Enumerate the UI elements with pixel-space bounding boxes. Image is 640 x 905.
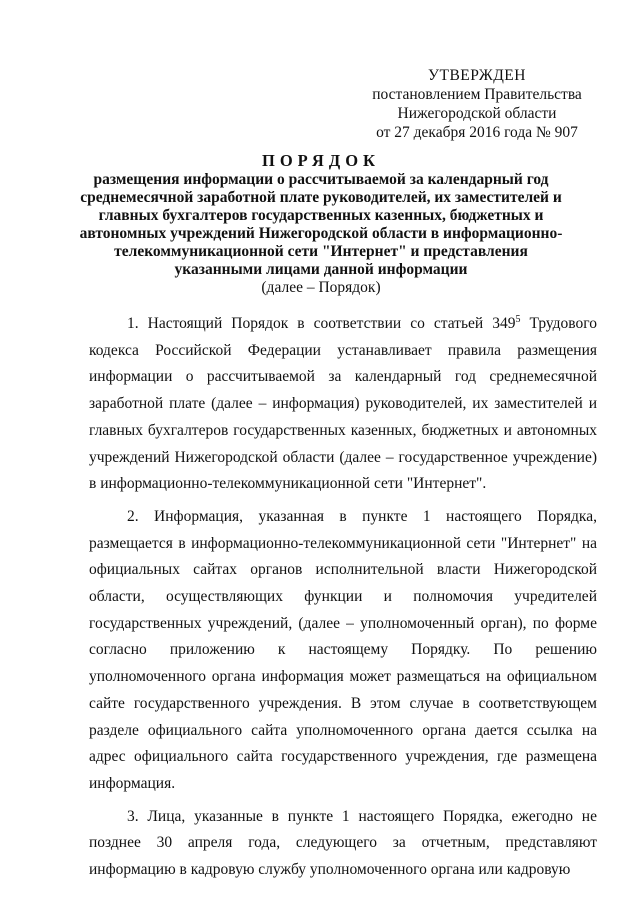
- paragraph-2: 2. Информация, указанная в пункте 1 настоящего Порядка, размещается в информационно-телекоммуникационной сети "Интернет" на официальных сайтах органов исполнительной власти Нижегородской области, осуществляющих функции и полномочия учредителей государственных учреждений, (далее – уполномоченный орган), по форме согласно приложению к настоящему Порядку. По решению уполномоченного органа информация может размещаться на официальном сайте государственного учреждения. В этом случае в соответствующем разделе официального сайта уполномоченного органа дается ссылка на адрес официального сайта государственного учреждения, где размещена информация.: [89, 507, 597, 792]
- approval-line-1: постановлением Правительства: [372, 86, 582, 103]
- approval-heading: УТВЕРЖДЕН: [428, 67, 526, 84]
- paragraph-1: [89, 311, 597, 498]
- paragraph-3: 3. Лица, указанные в пункте 1 настоящего Порядка, ежегодно не позднее 30 апреля года, следующего за отчетным, представляют информацию в кадровую службу уполномоченного органа или кадровую: [89, 807, 597, 879]
- document-subtitle: размещения информации о рассчитываемой за календарный год среднемесячной заработной плате руководителей, их заместителей и главных бухгалтеров государственных казенных, бюджетных и автономных учреждений Нижегородской области в информационно-телекоммуникационной сети "Интернет" и представления указанными лицами данной информации: [79, 171, 563, 278]
- paragraph-1-text-start: 1. Настоящий Порядок в соответствии со статьей 349: [127, 315, 516, 332]
- document-short-ref: (далее – Порядок): [261, 279, 381, 296]
- approval-line-2: Нижегородской области: [397, 105, 557, 122]
- document-title-block: [78, 152, 564, 297]
- approval-line-3: от 27 декабря 2016 года № 907: [376, 124, 578, 141]
- document-title: ПОРЯДОК: [262, 151, 380, 170]
- paragraph-1-text-end: Трудового кодекса Российской Федерации устанавливает правила размещения информации о рассчитываемой за календарный год среднемесячной заработной плате (далее – информация) руководителей, их заместителей и главных бухгалтеров государственных казенных, бюджетных и автономных учреждений Нижегородской области (далее – государственное учреждение) в информационно-телекоммуникационной сети "Интернет".: [89, 315, 597, 493]
- article-superscript: 5: [515, 313, 521, 325]
- document-body: [89, 311, 597, 890]
- approval-stamp: [372, 66, 582, 142]
